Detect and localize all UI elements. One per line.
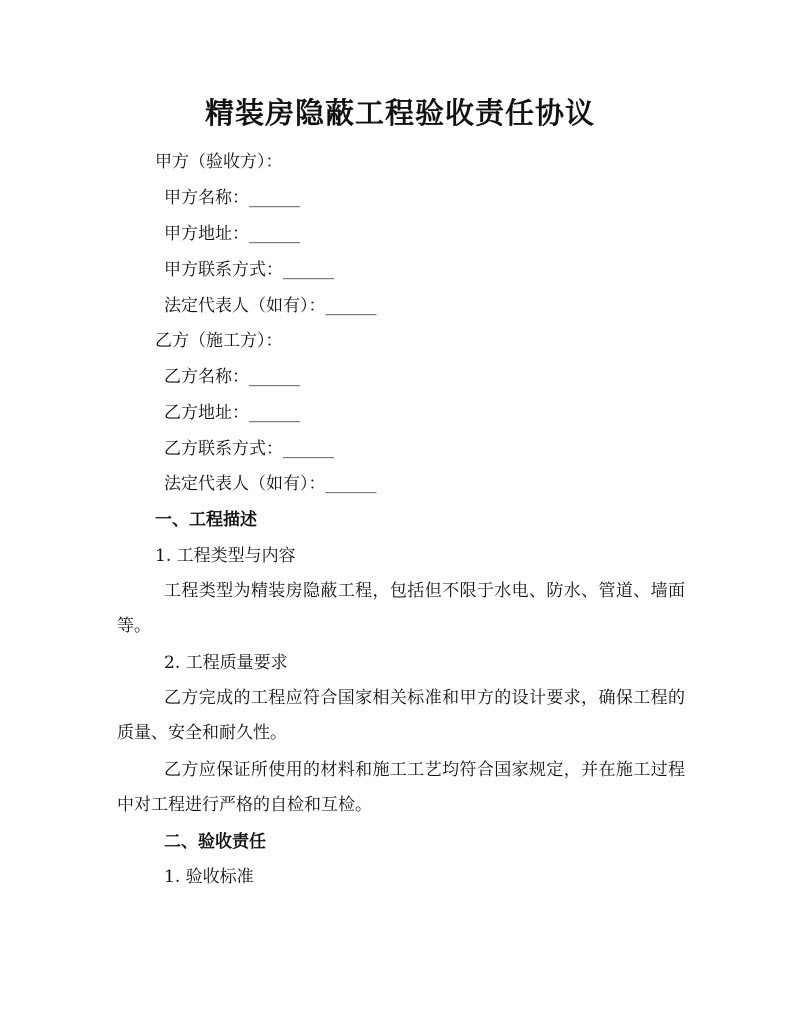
section-1-item-1-paragraph: 工程类型为精装房隐蔽工程，包括但不限于水电、防水、管道、墙面等。	[117, 581, 685, 636]
party-b-address-field: 乙方地址：______	[164, 403, 300, 423]
section-1-item-2-heading: 2. 工程质量要求	[164, 653, 288, 673]
party-a-contact-field: 甲方联系方式：______	[164, 260, 334, 280]
section-1-item-1-heading: 1. 工程类型与内容	[155, 546, 296, 566]
party-b-legal-rep-field: 法定代表人（如有）：______	[164, 474, 377, 494]
section-1-item-2-paragraph-1: 乙方完成的工程应符合国家相关标准和甲方的设计要求，确保工程的质量、安全和耐久性。	[117, 688, 685, 743]
section-1-item-2-paragraph-2: 乙方应保证所使用的材料和施工工艺均符合国家规定，并在施工过程中对工程进行严格的自检和互检。	[117, 760, 685, 815]
section-2-heading: 二、验收责任	[164, 832, 266, 852]
party-b-name-field: 乙方名称：______	[164, 367, 300, 387]
party-a-name-field: 甲方名称：______	[164, 188, 300, 208]
party-a-heading: 甲方（验收方）：	[155, 152, 283, 172]
party-b-contact-field: 乙方联系方式：______	[164, 439, 334, 459]
party-a-legal-rep-field: 法定代表人（如有）：______	[164, 296, 377, 316]
document-title: 精装房隐蔽工程验收责任协议	[204, 96, 595, 130]
party-a-address-field: 甲方地址：______	[164, 224, 300, 244]
section-2-item-1-heading: 1. 验收标准	[164, 867, 254, 887]
party-b-heading: 乙方（施工方）：	[155, 331, 283, 351]
section-1-heading: 一、工程描述	[155, 510, 257, 530]
